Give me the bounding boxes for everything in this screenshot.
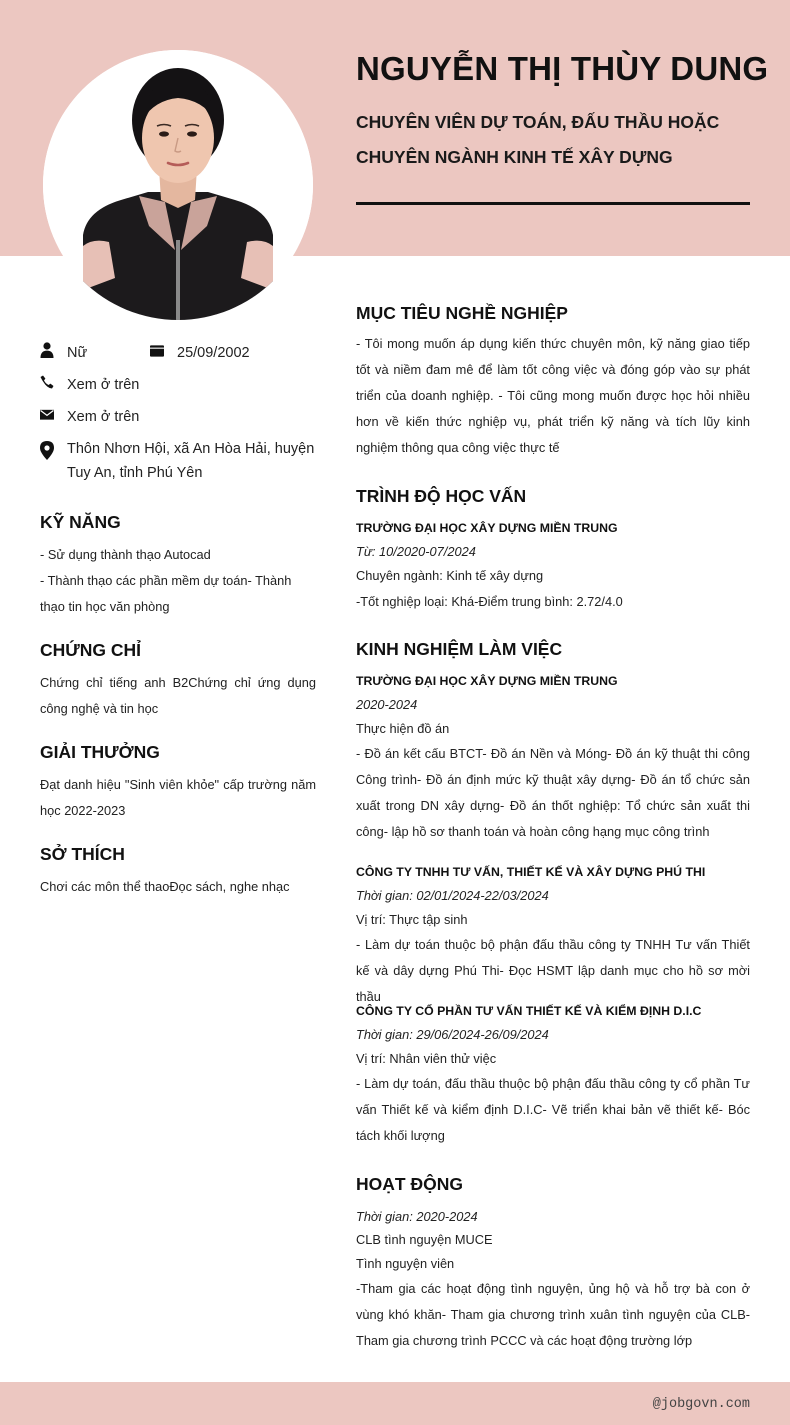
address-value: Thôn Nhơn Hội, xã An Hòa Hải, huyện Tuy An, tỉnh Phú Yên (67, 441, 315, 481)
email-row (40, 405, 139, 429)
job-1-role: Thực hiện đồ án (356, 721, 450, 736)
hobbies-text: Chơi các môn thể thaoĐọc sách, nghe nhạc (40, 879, 290, 894)
education-heading: TRÌNH ĐỘ HỌC VẤN (356, 486, 527, 506)
awards-heading: GIẢI THƯỞNG (40, 742, 160, 762)
birthday-value: 25/09/2002 (177, 345, 250, 361)
skills-heading: KỸ NĂNG (40, 512, 121, 532)
education-major: Chuyên ngành: Kinh tế xây dựng (356, 568, 544, 583)
job-2-org: CÔNG TY TNHH TƯ VẤN, THIẾT KẾ VÀ XÂY DỰNG PHÚ THI (356, 865, 706, 879)
job-2-period: Thời gian: 02/01/2024-22/03/2024 (356, 888, 549, 903)
gender-row (40, 341, 87, 365)
certificates-text: Chứng chỉ tiếng anh B2Chứng chỉ ứng dụng công nghệ và tin học (40, 675, 316, 716)
job-3-org: CÔNG TY CỔ PHẦN TƯ VẤN THIẾT KẾ VÀ KIỂM ĐỊNH D.I.C (356, 1004, 702, 1018)
title-divider (356, 202, 750, 205)
job-title-line-2: CHUYÊN NGÀNH KINH TẾ XÂY DỰNG (356, 147, 673, 167)
job-2-desc: - Làm dự toán thuộc bộ phận đấu thầu công ty TNHH Tư vấn Thiết kế và dây dựng Phú Thi- Đọc HSMT lập danh mục cho hồ sơ mời thầu (356, 937, 750, 1004)
phone-icon (40, 374, 54, 390)
candidate-name: NGUYỄN THỊ THÙY DUNG (356, 50, 769, 87)
education-school: TRƯỜNG ĐẠI HỌC XÂY DỰNG MIỀN TRUNG (356, 521, 618, 535)
activities-role: Tình nguyện viên (356, 1256, 455, 1271)
birthday-row (150, 341, 250, 365)
hobbies-heading: SỞ THÍCH (40, 844, 125, 864)
activities-period: Thời gian: 2020-2024 (356, 1209, 478, 1224)
objective-heading: MỤC TIÊU NGHỀ NGHIỆP (356, 303, 568, 323)
location-pin-icon (40, 440, 54, 460)
job-3-period: Thời gian: 29/06/2024-26/09/2024 (356, 1027, 549, 1042)
gender-value: Nữ (67, 345, 88, 361)
activities-org: CLB tình nguyện MUCE (356, 1232, 493, 1247)
activities-heading: HOẠT ĐỘNG (356, 1174, 463, 1194)
job-3-role: Vị trí: Nhân viên thử việc (356, 1051, 497, 1066)
job-title (356, 105, 756, 175)
job-1-period: 2020-2024 (356, 697, 418, 712)
mail-icon (40, 406, 54, 422)
phone-row (40, 373, 139, 397)
phone-value: Xem ở trên (67, 377, 140, 393)
job-1-desc: - Đồ án kết cấu BTCT- Đồ án Nền và Móng- Đồ án kỹ thuật thi công Công trình- Đồ án định mức kỹ thuật xây dựng- Đồ án tổ chức sản xuất trong DN xây dựng- Đồ án thốt nghiệp: Tổ chức sản xuất thi công- lập hồ sơ thanh toán và hoàn công hạng mục công trình (356, 746, 750, 839)
email-value: Xem ở trên (67, 409, 140, 425)
education-grade: -Tốt nghiệp loại: Khá-Điểm trung bình: 2.72/4.0 (356, 594, 623, 609)
address-row (40, 437, 320, 485)
profile-photo (43, 50, 313, 320)
skill-item-2: - Thành thạo các phần mềm dự toán- Thành thạo tin học văn phòng (40, 573, 292, 614)
objective-text: - Tôi mong muốn áp dụng kiến thức chuyên môn, kỹ năng giao tiếp tốt và niềm đam mê để làm tốt công việc và đóng góp vào sự phát triển của doanh nghiệp. - Tôi cũng mong muốn được học hỏi nhiều hơn về kiến thức nghiệp vụ, phát triển kỹ năng và tích lũy kinh nghiệm thông qua công việc thực tế (356, 336, 750, 455)
portrait-illustration (43, 50, 313, 320)
calendar-icon (150, 342, 164, 358)
job-title-line-1: CHUYÊN VIÊN DỰ TOÁN, ĐẤU THẦU HOẶC (356, 112, 720, 132)
footer-brand: @jobgovn.com (652, 1397, 750, 1412)
job-3-desc: - Làm dự toán, đấu thầu thuộc bộ phận đấu thầu công ty cổ phần Tư vấn Thiết kế và kiểm định D.I.C- Vẽ triển khai bản vẽ thiết kế- Bóc tách khối lượng (356, 1076, 750, 1143)
job-1-org: TRƯỜNG ĐẠI HỌC XÂY DỰNG MIỀN TRUNG (356, 674, 618, 688)
activities-desc: -Tham gia các hoạt động tình nguyện, ủng hộ và hỗ trợ bà con ở vùng khó khăn- Tham gia chương trình xuân tình nguyện của CLB- Tham gia chương trình PCCC và các hoạt động trường lớp (356, 1281, 750, 1348)
job-2-role: Vị trí: Thực tập sinh (356, 912, 468, 927)
footer-band (0, 1382, 790, 1425)
awards-text: Đạt danh hiệu "Sinh viên khỏe" cấp trường năm học 2022-2023 (40, 777, 316, 818)
experience-heading: KINH NGHIỆM LÀM VIỆC (356, 639, 563, 659)
skills-list (40, 542, 316, 620)
skill-item-1: - Sử dụng thành thạo Autocad (40, 547, 211, 562)
education-period: Từ: 10/2020-07/2024 (356, 544, 476, 559)
certificates-heading: CHỨNG CHỈ (40, 640, 142, 660)
person-icon (40, 342, 54, 358)
